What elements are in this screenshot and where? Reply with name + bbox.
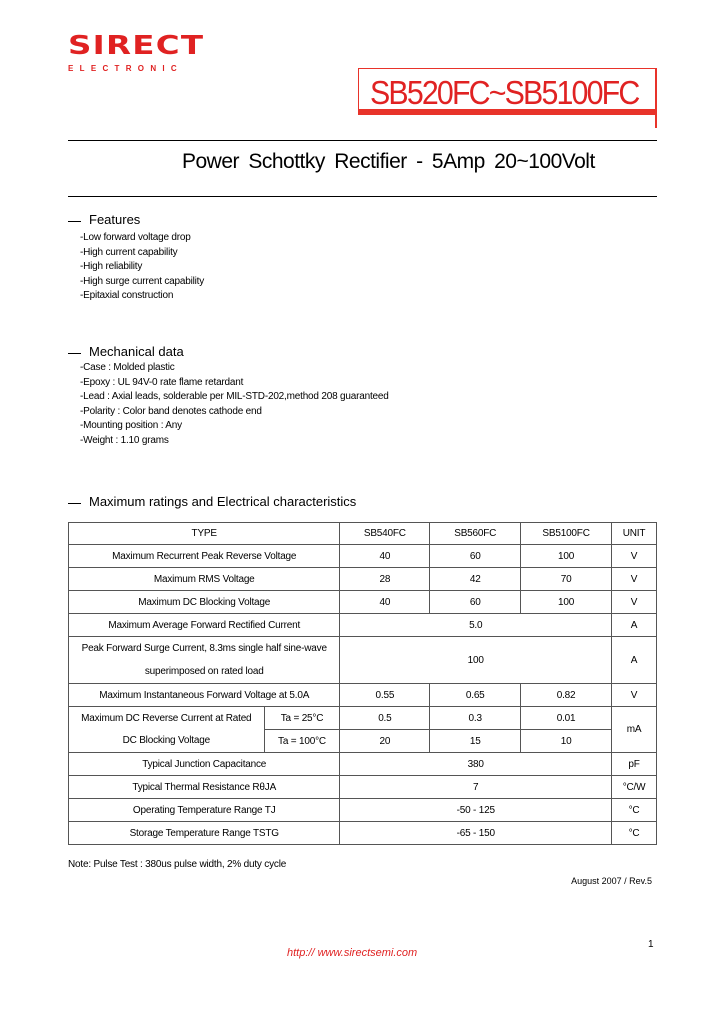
ratings-heading: Maximum ratings and Electrical characteristics <box>68 494 356 509</box>
page-title: Power Schottky Rectifier - 5Amp 20~100Volt <box>182 150 595 173</box>
value-cell: 28 <box>340 568 430 591</box>
value-cell: 0.3 <box>430 707 521 730</box>
value-cell: -50 - 125 <box>340 799 612 822</box>
table-row <box>69 637 657 684</box>
table-row <box>69 568 657 591</box>
table-row <box>69 591 657 614</box>
brand-tagline: ELECTRONIC <box>68 64 183 73</box>
table-row <box>69 822 657 845</box>
list-item: -Epoxy : UL 94V-0 rate flame retardant <box>80 376 244 388</box>
value-cell: 60 <box>430 591 521 614</box>
unit-cell: A <box>612 637 657 684</box>
column-header: UNIT <box>612 523 657 545</box>
value-cell: 70 <box>521 568 612 591</box>
table-row <box>69 684 657 707</box>
value-cell: 15 <box>430 730 521 753</box>
list-item: -High current capability <box>80 246 178 258</box>
unit-cell: °C <box>612 799 657 822</box>
unit-cell: °C <box>612 822 657 845</box>
list-item: -Epitaxial construction <box>80 290 174 301</box>
value-cell: 100 <box>521 545 612 568</box>
column-header: SB560FC <box>430 523 521 545</box>
value-cell: 60 <box>430 545 521 568</box>
unit-cell: V <box>612 591 657 614</box>
param-cell: Operating Temperature Range TJ <box>69 799 340 822</box>
features-list <box>80 231 204 304</box>
ratings-table <box>68 522 657 845</box>
website-link[interactable]: http:// www.sirectsemi.com <box>287 947 418 959</box>
unit-cell: V <box>612 545 657 568</box>
brand-logo <box>68 31 214 73</box>
param-cell: Maximum DC Blocking Voltage <box>69 591 340 614</box>
param-cell: Maximum DC Reverse Current at Rated DC Blocking Voltage <box>69 707 265 753</box>
value-cell: 10 <box>521 730 612 753</box>
condition-cell: Ta = 25°C <box>264 707 340 730</box>
value-cell: 380 <box>340 753 612 776</box>
unit-cell: mA <box>612 707 657 753</box>
list-item: -Low forward voltage drop <box>80 232 191 243</box>
title-divider <box>68 196 657 197</box>
table-row <box>69 707 657 730</box>
unit-cell: A <box>612 614 657 637</box>
unit-cell: V <box>612 684 657 707</box>
value-cell: 7 <box>340 776 612 799</box>
value-cell: 0.55 <box>340 684 430 707</box>
mechanical-list <box>80 361 389 448</box>
param-cell: Maximum Instantaneous Forward Voltage at 5.0A <box>69 684 340 707</box>
brand-name: SIRECT <box>68 31 205 61</box>
checkbox-icon <box>68 212 81 222</box>
list-item: -Weight : 1.10 grams <box>80 434 169 446</box>
condition-cell: Ta = 100°C <box>264 730 340 753</box>
page-number: 1 <box>648 939 654 950</box>
value-cell: 100 <box>521 591 612 614</box>
value-cell: 0.5 <box>340 707 430 730</box>
table-row <box>69 753 657 776</box>
table-row <box>69 799 657 822</box>
column-header: SB5100FC <box>521 523 612 545</box>
list-item: -Mounting position : Any <box>80 420 182 431</box>
value-cell: -65 - 150 <box>340 822 612 845</box>
value-cell: 20 <box>340 730 430 753</box>
param-cell: Maximum Recurrent Peak Reverse Voltage <box>69 545 340 568</box>
mechanical-heading: Mechanical data <box>68 344 184 359</box>
revision-date: August 2007 / Rev.5 <box>571 876 652 886</box>
features-heading: Features <box>68 212 140 227</box>
param-cell: Maximum Average Forward Rectified Current <box>69 614 340 637</box>
footnote: Note: Pulse Test : 380us pulse width, 2% duty cycle <box>68 859 287 870</box>
param-cell: Storage Temperature Range TSTG <box>69 822 340 845</box>
table-row <box>69 614 657 637</box>
unit-cell: pF <box>612 753 657 776</box>
unit-cell: V <box>612 568 657 591</box>
table-header-row <box>69 523 657 545</box>
part-range-banner <box>358 68 657 128</box>
header-divider <box>68 140 657 141</box>
value-cell: 100 <box>340 637 612 684</box>
checkbox-icon <box>68 344 81 354</box>
param-cell: Typical Junction Capacitance <box>69 753 340 776</box>
list-item: -Lead : Axial leads, solderable per MIL-STD-202,method 208 guaranteed <box>80 391 389 402</box>
value-cell: 42 <box>430 568 521 591</box>
param-cell: Peak Forward Surge Current, 8.3ms single half sine-wave superimposed on rated load <box>69 637 340 684</box>
table-row <box>69 545 657 568</box>
value-cell: 0.82 <box>521 684 612 707</box>
value-cell: 0.65 <box>430 684 521 707</box>
value-cell: 0.01 <box>521 707 612 730</box>
list-item: -Polarity : Color band denotes cathode end <box>80 405 262 417</box>
param-cell: Maximum RMS Voltage <box>69 568 340 591</box>
list-item: -High reliability <box>80 261 143 272</box>
value-cell: 40 <box>340 545 430 568</box>
list-item: -Case : Molded plastic <box>80 362 175 373</box>
value-cell: 40 <box>340 591 430 614</box>
part-range: SB520FC~SB5100FC <box>370 74 639 111</box>
unit-cell: °C/W <box>612 776 657 799</box>
param-cell: Typical Thermal Resistance RθJA <box>69 776 340 799</box>
column-header: SB540FC <box>340 523 430 545</box>
table-row <box>69 776 657 799</box>
list-item: -High surge current capability <box>80 275 205 287</box>
checkbox-icon <box>68 494 81 504</box>
column-header: TYPE <box>69 523 340 545</box>
value-cell: 5.0 <box>340 614 612 637</box>
